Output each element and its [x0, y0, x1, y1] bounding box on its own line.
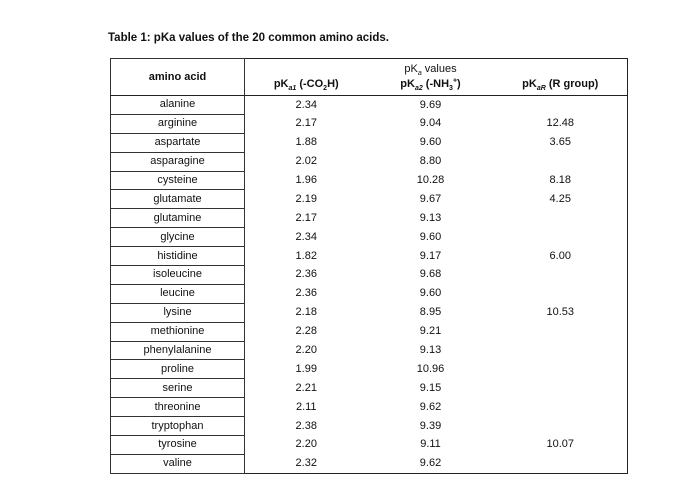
table-row	[111, 454, 628, 473]
table-row	[111, 417, 628, 436]
amino-acid-name-cell: arginine	[111, 114, 245, 133]
pkar-cell: 8.18	[549, 174, 571, 186]
pka2-cell: 8.80	[419, 155, 442, 168]
amino-acid-name-cell: serine	[111, 379, 245, 398]
table-row	[111, 228, 628, 247]
amino-acid-name-cell: glycine	[111, 228, 245, 247]
group-title-sub: a	[417, 70, 422, 78]
pkar-cell	[494, 341, 628, 360]
pka2-sup: +	[452, 77, 458, 85]
pkar-cell: 4.25	[549, 192, 571, 205]
pkar-cell	[494, 284, 628, 303]
pka2-prefix: pK	[400, 78, 415, 90]
pka1-cell: 1.99	[295, 362, 317, 375]
pka1-cell: 2.28	[295, 325, 317, 338]
pka1-cell: 2.19	[295, 192, 317, 205]
table-row	[111, 209, 628, 228]
table-row	[111, 398, 628, 417]
table-caption: Table 1: pKa values of the 20 common amino acids.	[108, 32, 389, 44]
pkar-cell	[494, 454, 628, 473]
header-pkar	[494, 77, 628, 96]
pka1-cell: 2.11	[295, 400, 317, 413]
pka2-cell: 10.96	[416, 362, 445, 375]
pka2-cell: 10.28	[416, 174, 445, 186]
table-row	[111, 190, 628, 209]
pka1-cell: 1.96	[295, 174, 317, 186]
pka2-cell: 9.11	[420, 438, 441, 451]
pka2-cell: 8.95	[419, 306, 442, 319]
pka1-cell: 2.36	[295, 287, 317, 300]
pka1-cell: 2.20	[295, 438, 317, 451]
table-row	[111, 114, 628, 133]
header-group-title	[368, 59, 494, 78]
pkar-cell	[494, 96, 628, 115]
table-row	[111, 322, 628, 341]
pka1-sub: a1	[288, 85, 297, 93]
pka2-suffix: (-NH	[422, 78, 450, 90]
table-row	[111, 360, 628, 379]
amino-acid-name-cell: cysteine	[111, 171, 245, 190]
amino-acid-name-cell: glutamate	[111, 190, 245, 209]
amino-acid-name-cell: glutamine	[111, 209, 245, 228]
amino-acid-name-cell: histidine	[111, 247, 245, 266]
pkar-cell	[494, 209, 628, 228]
pkar-cell	[494, 228, 628, 247]
pkar-cell	[494, 266, 628, 285]
table-row	[111, 266, 628, 285]
pka2-cell: 9.17	[419, 249, 442, 262]
table-row	[111, 341, 628, 360]
pka2-cell: 9.13	[419, 211, 442, 224]
header-group-spacer-left	[245, 59, 368, 78]
pka2-cell: 9.04	[419, 117, 442, 130]
header-pka2	[368, 77, 494, 96]
pka2-cell: 9.69	[419, 98, 442, 111]
amino-acid-name-cell: threonine	[111, 398, 245, 417]
amino-acid-name-cell: isoleucine	[111, 266, 245, 285]
amino-acid-name-cell: methionine	[111, 322, 245, 341]
amino-acid-name-cell: leucine	[111, 284, 245, 303]
pkar-cell: 10.53	[546, 306, 575, 319]
pka1-cell: 2.21	[295, 381, 317, 394]
pka2-cell: 9.13	[419, 344, 442, 357]
amino-acid-name-cell: proline	[111, 360, 245, 379]
pka2-end: )	[457, 78, 461, 90]
pkar-cell	[494, 379, 628, 398]
pka2-cell: 9.39	[419, 419, 442, 432]
table-row	[111, 284, 628, 303]
pka1-end: H)	[327, 78, 339, 90]
group-title-prefix: pK	[404, 63, 418, 75]
amino-acid-name-cell: phenylalanine	[111, 341, 245, 360]
pka1-prefix: pK	[273, 78, 289, 90]
pka1-cell: 2.17	[295, 117, 317, 130]
pkar-cell: 12.48	[546, 117, 575, 130]
pkar-prefix: pK	[522, 78, 537, 90]
table-row	[111, 247, 628, 266]
header-amino-acid-label: amino acid	[148, 70, 207, 83]
amino-acid-name-cell: tryptophan	[111, 417, 245, 436]
pka1-cell: 2.36	[295, 268, 317, 281]
pkar-cell	[494, 322, 628, 341]
amino-acid-name-cell: lysine	[111, 303, 245, 322]
pka-table	[110, 58, 628, 474]
pka1-suffix: (-CO	[296, 78, 324, 90]
pka2-cell: 9.68	[419, 268, 442, 281]
pkar-sub: aR	[536, 85, 546, 93]
pkar-suffix: (R group)	[545, 78, 599, 90]
pkar-cell: 6.00	[549, 249, 571, 262]
pkar-cell	[494, 417, 628, 436]
pka2-cell: 9.62	[419, 400, 442, 413]
pka2-cell: 9.15	[419, 381, 442, 394]
pka2-cell: 9.60	[419, 136, 442, 149]
header-amino-acid	[111, 59, 245, 96]
pkar-cell	[494, 360, 628, 379]
pka2-cell: 9.67	[419, 192, 442, 205]
pka1-cell: 2.02	[295, 155, 317, 168]
amino-acid-name-cell: asparagine	[111, 152, 245, 171]
group-title-suffix: values	[421, 63, 457, 75]
header-group-spacer-right	[494, 59, 628, 78]
pka1-cell: 2.34	[295, 98, 317, 111]
pkar-cell: 10.07	[546, 438, 575, 451]
pka1-cell: 1.82	[295, 249, 317, 262]
pkar-cell	[494, 398, 628, 417]
pka2-sub: a2	[414, 85, 423, 93]
header-pka1	[245, 77, 368, 96]
pka1-cell: 2.34	[295, 230, 317, 243]
pka2-cell: 9.60	[419, 230, 442, 243]
amino-acid-name-cell: alanine	[111, 96, 245, 115]
pka2-cell: 9.62	[419, 457, 442, 470]
amino-acid-name-cell: valine	[111, 454, 245, 473]
pka1-cell: 2.17	[295, 211, 317, 224]
table-row	[111, 303, 628, 322]
pka2-sub2: 3	[449, 85, 453, 93]
pka1-sub2: 2	[323, 85, 328, 93]
pka1-cell: 2.20	[295, 344, 317, 357]
pkar-cell: 3.65	[549, 136, 571, 149]
pkar-cell	[494, 152, 628, 171]
table-row	[111, 96, 628, 115]
amino-acid-name-cell: tyrosine	[111, 436, 245, 455]
pka1-cell: 1.88	[295, 136, 317, 149]
table-row	[111, 171, 628, 190]
pka2-cell: 9.21	[419, 325, 442, 338]
amino-acid-name-cell: aspartate	[111, 133, 245, 152]
table-row	[111, 133, 628, 152]
table-row	[111, 152, 628, 171]
pka1-cell: 2.38	[295, 419, 317, 432]
table-row	[111, 436, 628, 455]
table-row	[111, 379, 628, 398]
pka2-cell: 9.60	[419, 287, 442, 300]
pka1-cell: 2.18	[295, 306, 317, 319]
pka1-cell: 2.32	[295, 457, 317, 470]
